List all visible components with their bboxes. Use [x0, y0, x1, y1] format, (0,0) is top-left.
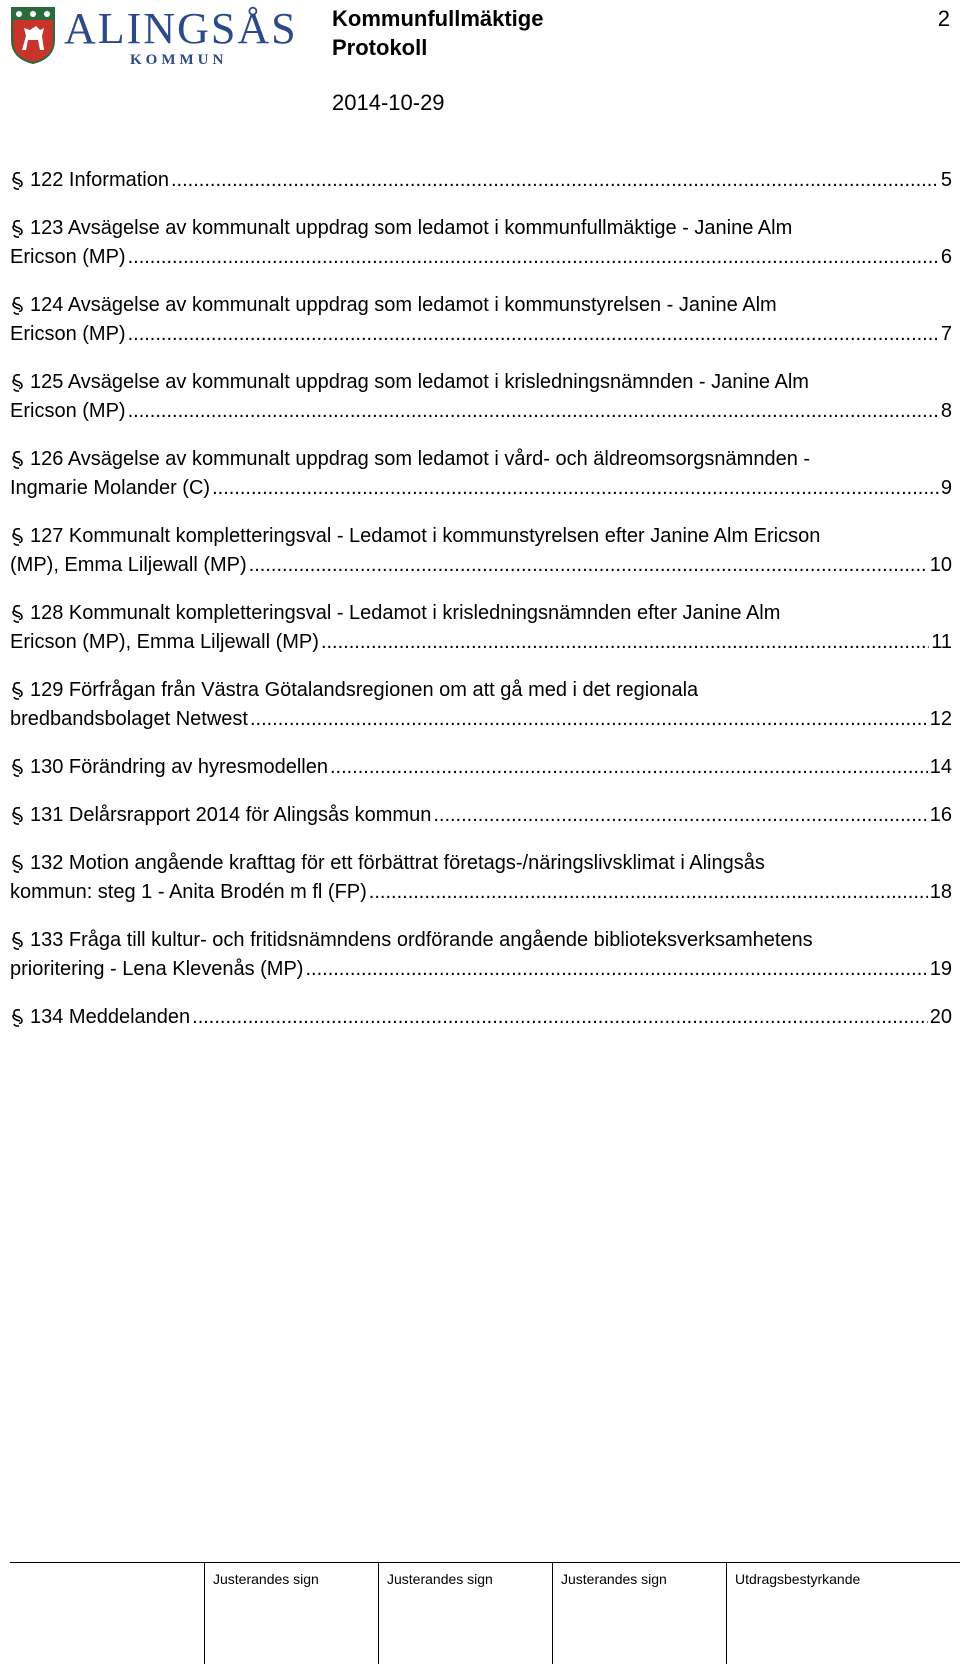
dot-leader — [212, 474, 939, 503]
toc-entry-title: 124 Avsägelse av kommunalt uppdrag som ledamot i kommunstyrelsen - Janine Alm — [30, 294, 777, 316]
coat-of-arms-icon — [10, 6, 56, 64]
toc-entry-title-continued: Ericson (MP) — [10, 400, 126, 422]
toc-entry-title-continued: Ingmarie Molander (C) — [10, 477, 211, 499]
toc-page-number: 8 — [940, 400, 952, 422]
toc-entry-title-continued: Ericson (MP) — [10, 323, 126, 345]
section-mark-icon — [10, 214, 24, 243]
toc-entry[interactable] — [10, 368, 952, 426]
toc-entry-title-continued: bredbandsbolaget Netwest — [10, 708, 248, 730]
municipality-logo — [10, 4, 298, 74]
toc-entry-title: 128 Kommunalt kompletteringsval - Ledamot i krisledningsnämnden efter Janine Alm — [30, 602, 781, 624]
toc-page-number: 6 — [940, 246, 952, 268]
section-mark-icon — [10, 368, 24, 397]
signature-cell — [378, 1563, 555, 1664]
section-mark-icon — [10, 291, 24, 320]
toc-page-number: 14 — [929, 756, 952, 778]
toc-entry-title-continued: Ericson (MP), Emma Liljewall (MP) — [10, 631, 319, 653]
toc-page-number: 5 — [940, 169, 952, 191]
section-mark-icon — [10, 849, 24, 878]
toc-page-number: 19 — [929, 958, 952, 980]
toc-page-number: 11 — [931, 631, 952, 653]
section-mark-icon — [10, 926, 24, 955]
toc-page-number: 18 — [929, 881, 952, 903]
toc-entry-title: 125 Avsägelse av kommunalt uppdrag som ledamot i krisledningsnämnden - Janine Alm — [30, 371, 809, 393]
document-title: Kommunfullmäktige — [332, 6, 544, 31]
toc-entry[interactable] — [10, 445, 952, 503]
toc-entry[interactable] — [10, 801, 952, 830]
table-of-contents — [10, 166, 952, 1051]
toc-entry-title: 127 Kommunalt kompletteringsval - Ledamot i kommunstyrelsen efter Janine Alm Ericson — [30, 525, 821, 547]
section-mark-icon — [10, 801, 24, 830]
page-number: 2 — [937, 6, 950, 31]
dot-leader — [321, 628, 929, 657]
section-mark-icon — [10, 522, 24, 551]
certification-label: Utdragsbestyrkande — [735, 1571, 861, 1587]
dot-leader — [369, 878, 928, 907]
toc-entry-title-continued: kommun: steg 1 - Anita Brodén m fl (FP) — [10, 881, 367, 903]
section-mark-icon — [10, 1003, 24, 1032]
logo-subtext: KOMMUN — [130, 52, 228, 68]
section-mark-icon — [10, 166, 24, 195]
toc-entry-title: 132 Motion angående krafttag för ett förbättrat företags-/näringslivsklimat i Alingsås — [30, 852, 765, 874]
toc-entry-title: 129 Förfrågan från Västra Götalandsregionen om att gå med i det regionala — [30, 679, 699, 701]
toc-page-number: 9 — [940, 477, 952, 499]
toc-page-number: 12 — [929, 708, 952, 730]
dot-leader — [250, 705, 928, 734]
signature-label: Justerandes sign — [213, 1571, 319, 1587]
signature-label: Justerandes sign — [561, 1571, 667, 1587]
signature-cell — [552, 1563, 729, 1664]
toc-page-number: 16 — [929, 804, 952, 826]
toc-entry-title: 131 Delårsrapport 2014 för Alingsås kommun — [30, 804, 432, 826]
dot-leader — [128, 320, 939, 349]
toc-entry-title: 123 Avsägelse av kommunalt uppdrag som ledamot i kommunfullmäktige - Janine Alm — [30, 217, 793, 239]
signature-label: Justerandes sign — [387, 1571, 493, 1587]
toc-entry[interactable] — [10, 522, 952, 580]
toc-entry[interactable] — [10, 676, 952, 734]
section-mark-icon — [10, 599, 24, 628]
dot-leader — [305, 955, 927, 984]
dot-leader — [171, 166, 939, 195]
toc-entry-title: 130 Förändring av hyresmodellen — [30, 756, 328, 778]
document-date: 2014-10-29 — [332, 90, 445, 115]
toc-entry-title: 126 Avsägelse av kommunalt uppdrag som ledamot i vård- och äldreomsorgsnämnden - — [30, 448, 811, 470]
section-mark-icon — [10, 445, 24, 474]
logo-wordmark: ALINGSÅS — [64, 4, 298, 53]
certification-cell — [726, 1563, 960, 1664]
toc-entry[interactable] — [10, 753, 952, 782]
dot-leader — [249, 551, 928, 580]
toc-entry[interactable] — [10, 599, 952, 657]
toc-entry[interactable] — [10, 214, 952, 272]
section-mark-icon — [10, 676, 24, 705]
dot-leader — [128, 397, 939, 426]
toc-entry-title: 134 Meddelanden — [30, 1006, 191, 1028]
toc-entry[interactable] — [10, 1003, 952, 1032]
document-subtitle: Protokoll — [332, 35, 428, 60]
toc-page-number: 7 — [940, 323, 952, 345]
dot-leader — [433, 801, 927, 830]
toc-page-number: 10 — [929, 554, 952, 576]
toc-entry[interactable] — [10, 291, 952, 349]
dot-leader — [128, 243, 939, 272]
toc-entry[interactable] — [10, 849, 952, 907]
toc-entry[interactable] — [10, 926, 952, 984]
section-mark-icon — [10, 753, 24, 782]
signature-cell — [204, 1563, 381, 1664]
dot-leader — [192, 1003, 928, 1032]
signature-footer — [10, 1562, 960, 1664]
dot-leader — [330, 753, 928, 782]
toc-entry-title-continued: Ericson (MP) — [10, 246, 126, 268]
toc-entry[interactable] — [10, 166, 952, 195]
toc-entry-title-continued: (MP), Emma Liljewall (MP) — [10, 554, 247, 576]
toc-entry-title: 122 Information — [30, 169, 169, 191]
toc-entry-title-continued: prioritering - Lena Klevenås (MP) — [10, 958, 304, 980]
toc-page-number: 20 — [929, 1006, 952, 1028]
toc-entry-title: 133 Fråga till kultur- och fritidsnämndens ordförande angående biblioteksverksamhetens — [30, 929, 813, 951]
